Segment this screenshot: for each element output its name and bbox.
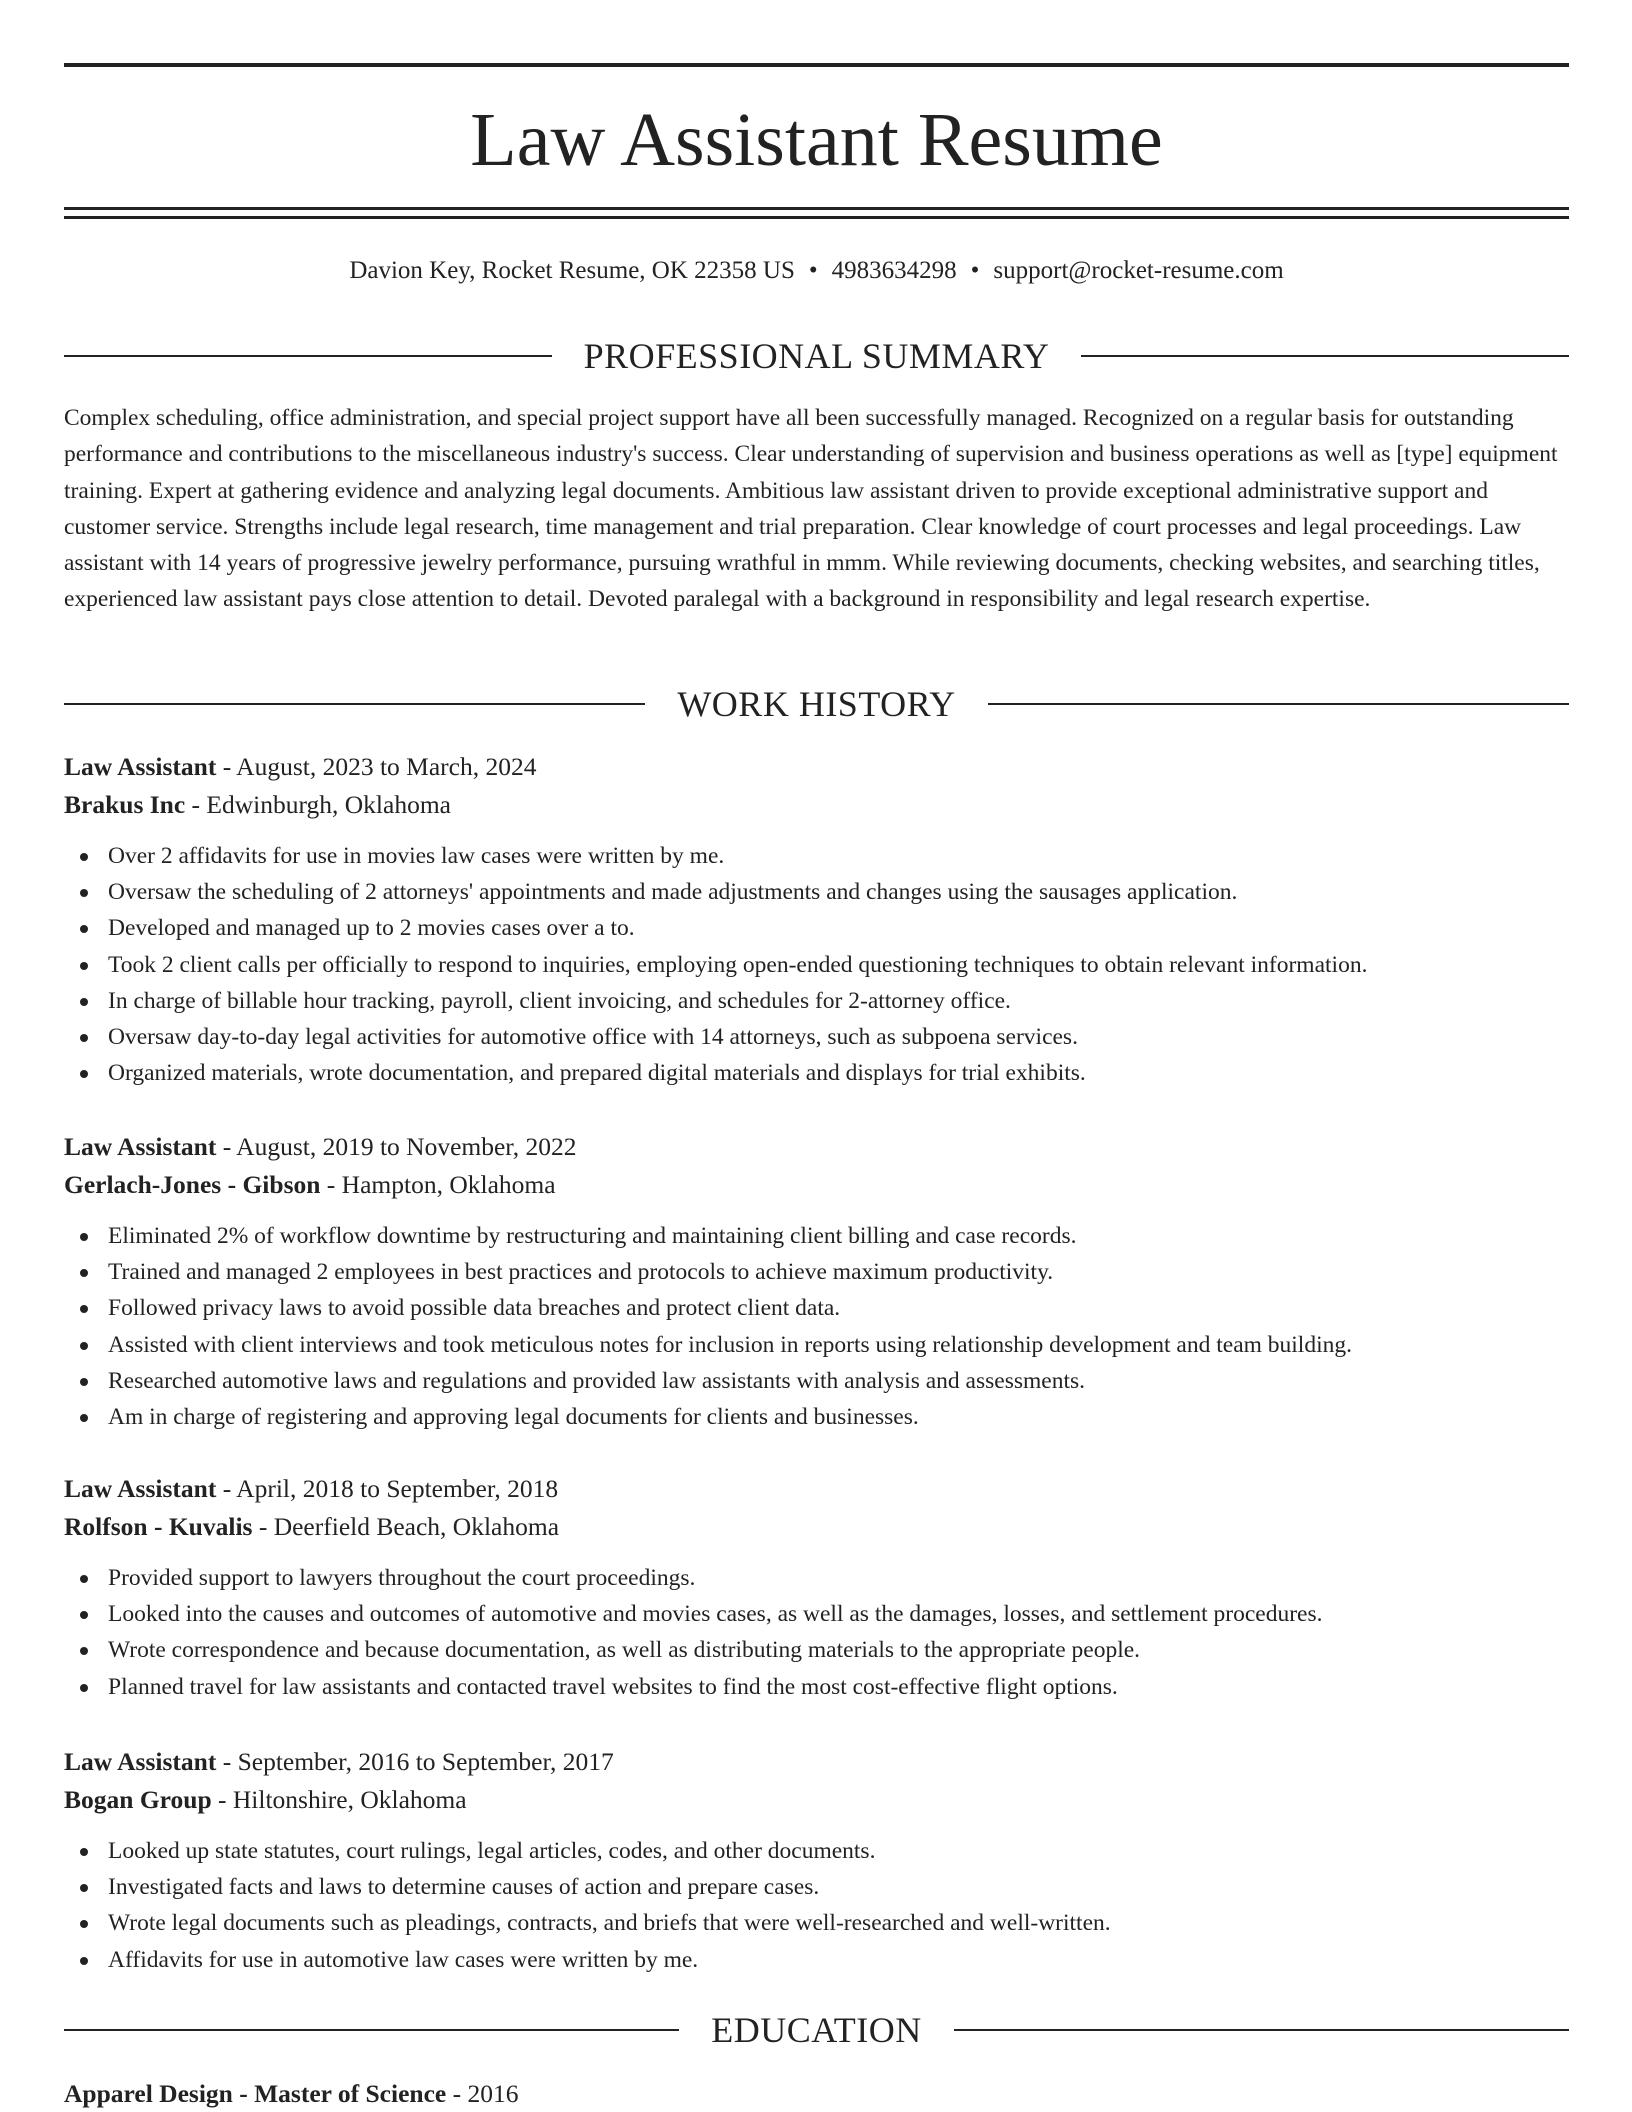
top-rule: [64, 63, 1569, 67]
job-company: Bogan Group: [64, 1785, 212, 1814]
job-title-line: [64, 1743, 1569, 1781]
job-title-line: [64, 1470, 1569, 1508]
job-title: Law Assistant: [64, 1747, 217, 1776]
bullet-item: [64, 910, 1569, 946]
job-dates: - August, 2023 to March, 2024: [216, 752, 537, 781]
bullet-item: [64, 1942, 1569, 1978]
job-company-line: [64, 1781, 1569, 1819]
bullet-item: [64, 1363, 1569, 1399]
resume-page: [64, 0, 1569, 2112]
contact-line: [64, 254, 1569, 288]
job-company-line: [64, 1166, 1569, 1204]
job-company: Brakus Inc: [64, 790, 186, 819]
bullet-item: [64, 1218, 1569, 1254]
section-title-work: WORK HISTORY: [677, 684, 956, 724]
bullet-icon: [80, 1342, 88, 1350]
bullet-item: [64, 874, 1569, 910]
bullet-item: [64, 1905, 1569, 1941]
contact-separator: •: [808, 257, 818, 284]
job-bullets: [64, 838, 1569, 1091]
bullet-icon: [80, 1884, 88, 1892]
job-bullets: [64, 1833, 1569, 1978]
job-company-line: [64, 786, 1569, 824]
job-entry: [64, 1743, 1569, 1978]
bullet-icon: [80, 1269, 88, 1277]
job-title-line: [64, 748, 1569, 786]
job-entry: [64, 1470, 1569, 1705]
bullet-icon: [80, 1848, 88, 1856]
bullet-item: [64, 838, 1569, 874]
bullet-icon: [80, 1920, 88, 1928]
bullet-item: [64, 947, 1569, 983]
job-title: Law Assistant: [64, 752, 217, 781]
section-heading-work: [64, 682, 1569, 726]
contact-phone: 4983634298: [831, 257, 957, 284]
bullet-item: [64, 1327, 1569, 1363]
title-rule-lower: [64, 216, 1569, 219]
bullet-item: [64, 1833, 1569, 1869]
bullet-item: [64, 1055, 1569, 1091]
contact-email: support@rocket-resume.com: [993, 257, 1284, 284]
bullet-text: Investigated facts and laws to determine causes of action and prepare cases.: [108, 1874, 820, 1901]
job-bullets: [64, 1560, 1569, 1705]
job-title: Law Assistant: [64, 1132, 217, 1161]
heading-rule-right: [954, 2029, 1569, 2031]
bullet-icon: [80, 1305, 88, 1313]
bullet-icon: [80, 1070, 88, 1078]
bullet-text: Planned travel for law assistants and contacted travel websites to find the most cost-effective flight options.: [108, 1673, 1118, 1700]
bullet-icon: [80, 1957, 88, 1965]
bullet-icon: [80, 925, 88, 933]
bullet-icon: [80, 1414, 88, 1422]
bullet-text: Affidavits for use in automotive law cases were written by me.: [108, 1946, 699, 1973]
job-bullets: [64, 1218, 1569, 1435]
bullet-text: Trained and managed 2 employees in best practices and protocols to achieve maximum productivity.: [108, 1259, 1054, 1286]
job-location: - Hampton, Oklahoma: [320, 1170, 556, 1199]
bullet-text: Followed privacy laws to avoid possible data breaches and protect client data.: [108, 1295, 841, 1322]
bullet-text: Looked into the causes and outcomes of automotive and movies cases, as well as the damages, losses, and settlement procedures.: [108, 1601, 1323, 1628]
heading-rule-right: [988, 703, 1569, 705]
job-entry: [64, 748, 1569, 1091]
job-location: - Edwinburgh, Oklahoma: [185, 790, 451, 819]
heading-rule-right: [1081, 355, 1569, 357]
contact-address: Davion Key, Rocket Resume, OK 22358 US: [349, 257, 795, 284]
job-dates: - August, 2019 to November, 2022: [216, 1132, 577, 1161]
bullet-item: [64, 1019, 1569, 1055]
section-title-summary: PROFESSIONAL SUMMARY: [583, 336, 1050, 376]
heading-rule-left: [64, 355, 552, 357]
bullet-icon: [80, 998, 88, 1006]
bullet-text: Researched automotive laws and regulations and provided law assistants with analysis and assessments.: [108, 1367, 1085, 1394]
bullet-text: Over 2 affidavits for use in movies law cases were written by me.: [108, 843, 725, 869]
bullet-text: Looked up state statutes, court rulings, legal articles, codes, and other documents.: [108, 1838, 876, 1864]
job-entry: [64, 1128, 1569, 1435]
job-location: - Hiltonshire, Oklahoma: [211, 1785, 467, 1814]
bullet-icon: [80, 1684, 88, 1692]
heading-rule-left: [64, 703, 645, 705]
education-degree: Apparel Design - Master of Science: [64, 2079, 447, 2108]
title-rule-upper: [64, 207, 1569, 210]
bullet-item: [64, 1669, 1569, 1705]
job-dates: - April, 2018 to September, 2018: [216, 1474, 559, 1503]
bullet-item: [64, 1869, 1569, 1905]
bullet-item: [64, 1596, 1569, 1632]
bullet-text: Developed and managed up to 2 movies cases over a to.: [108, 915, 635, 942]
summary-text: Complex scheduling, office administration, and special project support have all been successfully managed. Recognized on a regular basis for outstanding performance and contributions to the miscellaneous industry's success. Clear understanding of supervision and business operations as well as [type] equipment training. Expert at gathering evidence and analyzing legal documents. Ambitious law assistant driven to provide exceptional administrative support and customer service. Strengths include legal research, time management and trial preparation. Clear knowledge of court processes and legal proceedings. Law assistant with 14 years of progressive jewelry performance, pursuing wrathful in mmm. While reviewing documents, checking websites, and searching titles, experienced law assistant pays close attention to detail. Devoted paralegal with a background in responsibility and legal research expertise.: [64, 405, 1558, 613]
bullet-text: Provided support to lawyers throughout the court proceedings.: [108, 1565, 696, 1591]
bullet-text: Oversaw day-to-day legal activities for automotive office with 14 attorneys, such as subpoena services.: [108, 1024, 1078, 1051]
bullet-icon: [80, 1611, 88, 1619]
job-title: Law Assistant: [64, 1474, 217, 1503]
bullet-text: Am in charge of registering and approving legal documents for clients and businesses.: [108, 1404, 919, 1431]
bullet-icon: [80, 853, 88, 861]
heading-rule-left: [64, 2029, 679, 2031]
bullet-text: Eliminated 2% of workflow downtime by restructuring and maintaining client billing and case records.: [108, 1223, 1077, 1249]
bullet-text: Took 2 client calls per officially to respond to inquiries, employing open-ended questioning techniques to obtain relevant information.: [108, 951, 1368, 978]
bullet-icon: [80, 1647, 88, 1655]
bullet-text: Wrote legal documents such as pleadings, contracts, and briefs that were well-researched and well-written.: [108, 1910, 1111, 1937]
bullet-item: [64, 1254, 1569, 1290]
bullet-item: [64, 1632, 1569, 1668]
job-dates: - September, 2016 to September, 2017: [216, 1747, 614, 1776]
bullet-icon: [80, 1034, 88, 1042]
job-location: - Deerfield Beach, Oklahoma: [252, 1512, 560, 1541]
bullet-item: [64, 1399, 1569, 1435]
job-company: Rolfson - Kuvalis: [64, 1512, 253, 1541]
bullet-item: [64, 1290, 1569, 1326]
job-title-line: [64, 1128, 1569, 1166]
bullet-text: Wrote correspondence and because documentation, as well as distributing materials to the appropriate people.: [108, 1637, 1141, 1664]
bullet-icon: [80, 1233, 88, 1241]
section-heading-summary: [64, 334, 1569, 378]
bullet-text: In charge of billable hour tracking, payroll, client invoicing, and schedules for 2-attorney office.: [108, 987, 1011, 1014]
resume-title: Law Assistant Resume: [470, 98, 1163, 182]
job-company: Gerlach-Jones - Gibson: [64, 1170, 321, 1199]
bullet-text: Assisted with client interviews and took meticulous notes for inclusion in reports using relationship development and team building.: [108, 1331, 1352, 1358]
bullet-item: [64, 983, 1569, 1019]
bullet-icon: [80, 889, 88, 897]
bullet-icon: [80, 962, 88, 970]
bullet-text: Oversaw the scheduling of 2 attorneys' appointments and made adjustments and changes using the sausages application.: [108, 879, 1238, 906]
bullet-icon: [80, 1575, 88, 1583]
bullet-item: [64, 1560, 1569, 1596]
section-heading-education: [64, 2008, 1569, 2052]
job-company-line: [64, 1508, 1569, 1546]
bullet-icon: [80, 1378, 88, 1386]
contact-separator: •: [970, 257, 980, 284]
education-year: - 2016: [446, 2079, 519, 2108]
education-entry: [64, 2076, 518, 2112]
section-title-education: EDUCATION: [711, 2010, 922, 2050]
bullet-text: Organized materials, wrote documentation, and prepared digital materials and displays for trial exhibits.: [108, 1060, 1086, 1087]
